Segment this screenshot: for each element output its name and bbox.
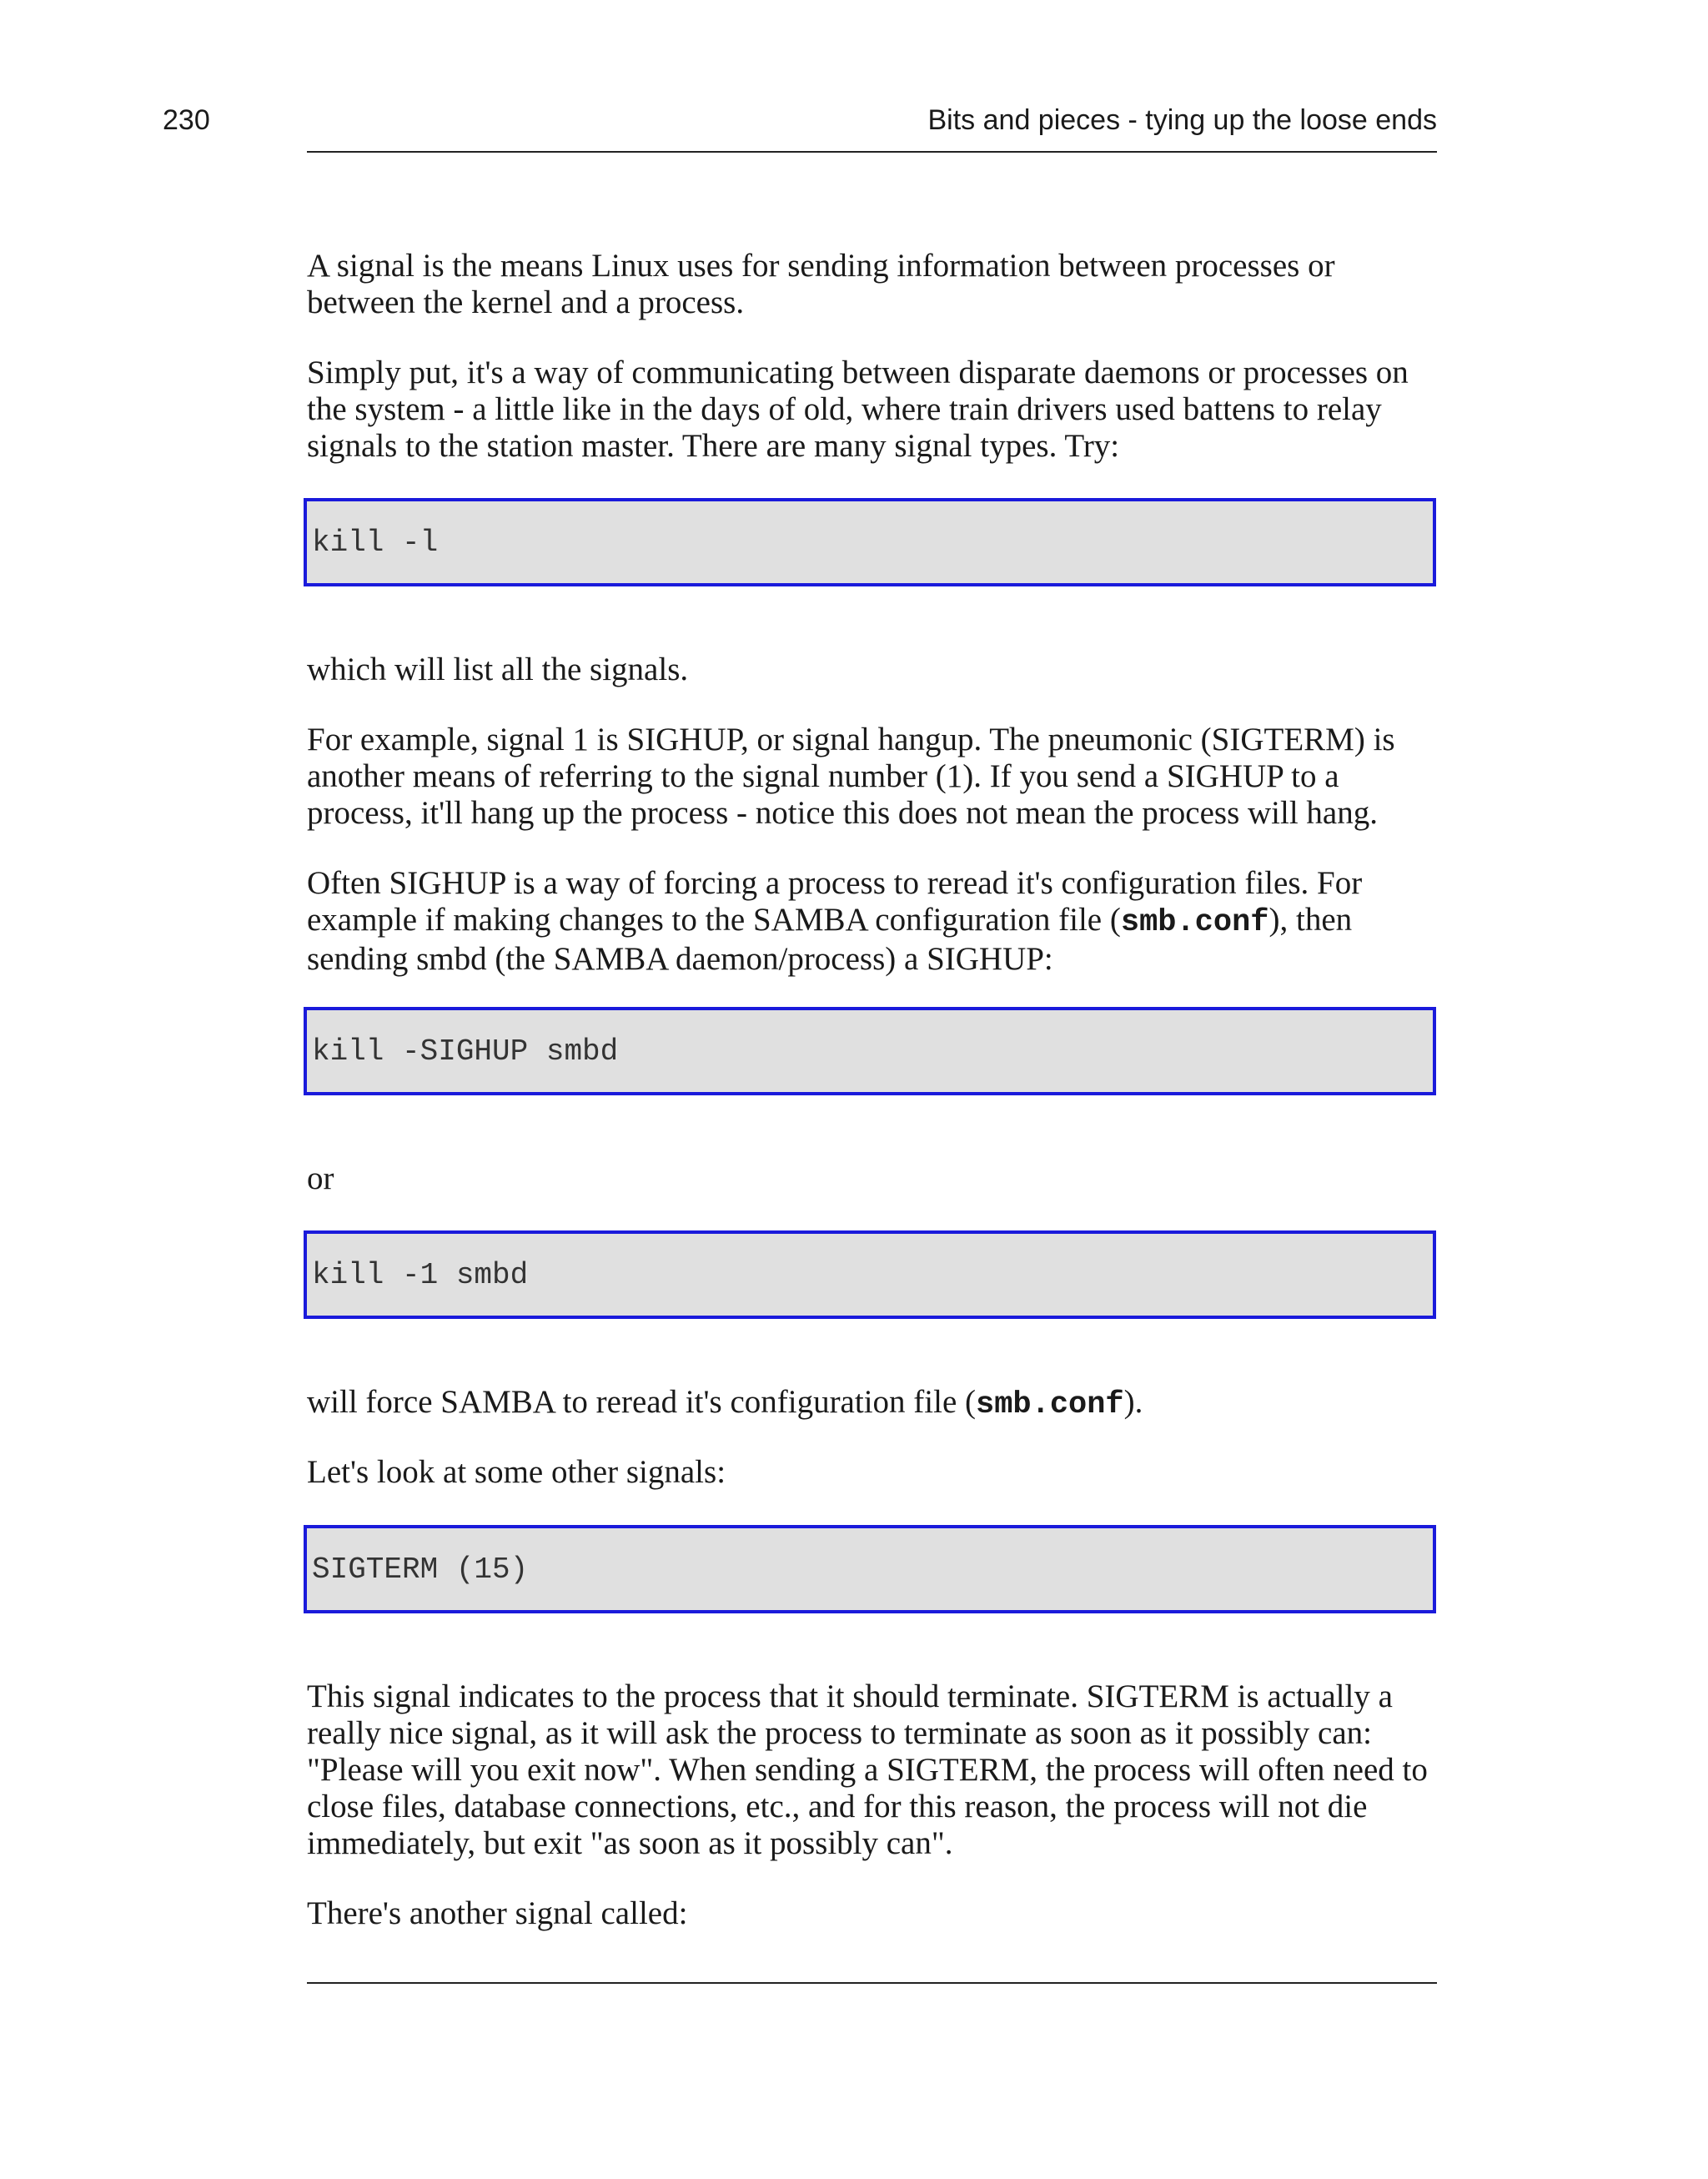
text-segment: ), then sending smbd (the SAMBA daemon/process) a SIGHUP: bbox=[307, 902, 1353, 977]
code-block-kill-1 bbox=[304, 1230, 1436, 1319]
paragraph-list-signals: which will list all the signals. bbox=[307, 652, 689, 687]
footer-rule bbox=[307, 1982, 1437, 1984]
paragraph-or: or bbox=[307, 1160, 334, 1196]
code-text: kill -SIGHUP smbd bbox=[312, 1034, 619, 1069]
page-number: 230 bbox=[163, 104, 210, 136]
paragraph-signal-definition: A signal is the means Linux uses for sending information between processes or between the kernel and a process. bbox=[307, 248, 1335, 320]
inline-code-smb-conf: smb.conf bbox=[1120, 905, 1269, 940]
code-block-kill-list bbox=[304, 498, 1436, 586]
running-header: Bits and pieces - tying up the loose ends bbox=[927, 104, 1437, 136]
text-segment: ). bbox=[1123, 1384, 1143, 1420]
code-text: kill -1 smbd bbox=[312, 1258, 529, 1292]
inline-code-smb-conf: smb.conf bbox=[976, 1387, 1124, 1422]
paragraph-sighup-example: For example, signal 1 is SIGHUP, or signal hangup. The pneumonic (SIGTERM) is another means of referring to the signal number (1). If you send a SIGHUP to a process, it'll hang up the process - notice this does not mean the process will hang. bbox=[307, 722, 1395, 831]
text-segment: will force SAMBA to reread it's configuration file ( bbox=[307, 1384, 976, 1420]
paragraph-sigterm-description: This signal indicates to the process that it should terminate. SIGTERM is actually a really nice signal, as it will ask the process to terminate as soon as it possibly can: "Please will you exit now". When sending a SIGTERM, the process will often need to close files, database connections, etc., and for this reason, the process will not die immediately, but exit "as soon as it possibly can". bbox=[307, 1678, 1428, 1861]
header-rule bbox=[307, 151, 1437, 153]
paragraph-other-signals: Let's look at some other signals: bbox=[307, 1454, 726, 1490]
code-text: kill -l bbox=[312, 526, 439, 560]
code-block-sigterm bbox=[304, 1525, 1436, 1613]
code-block-kill-sighup bbox=[304, 1007, 1436, 1095]
text-segment: Often SIGHUP is a way of forcing a process to reread it's configuration files. For example if making changes to the SAMBA configuration file ( bbox=[307, 865, 1363, 938]
paragraph-signal-analogy: Simply put, it's a way of communicating between disparate daemons or processes on the system - a little like in the days of old, where train drivers used battens to relay signals to the station master. There are many signal types. Try: bbox=[307, 355, 1409, 464]
paragraph-sighup-reread bbox=[307, 865, 1441, 978]
paragraph-another-signal: There's another signal called: bbox=[307, 1895, 688, 1931]
paragraph-force-reread bbox=[307, 1384, 1441, 1423]
code-text: SIGTERM (15) bbox=[312, 1552, 529, 1587]
